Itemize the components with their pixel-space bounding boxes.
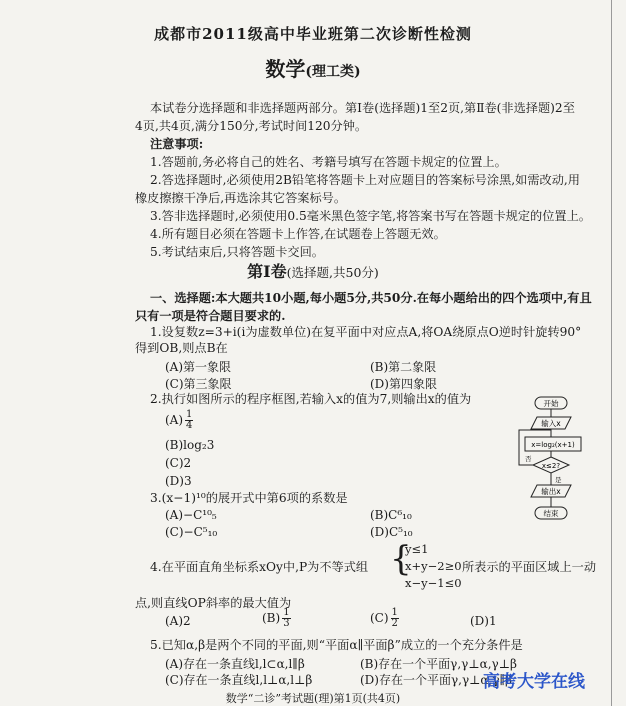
q1-option-a: (A)第一象限 [165,360,232,374]
q4-option-a: (A)2 [165,614,191,628]
q5-option-b: (B)存在一个平面γ,γ⊥α,γ⊥β [360,657,517,671]
note-item: 3.答非选择题时,必须使用0.5毫米黑色签字笔,将答案书写在答题卡规定的位置上。 [150,209,591,223]
q2-option-c: (C)2 [165,456,192,470]
section-subtitle: (选择题,共50分) [286,265,379,280]
section-name: 第Ⅰ卷 [247,262,287,281]
q3-stem: 3.(x−1)¹⁰的展开式中第6项的系数是 [150,491,348,505]
q4-ineq-3: x−y−1≤0 [405,576,462,590]
flow-decision-text: x≤2? [541,462,561,470]
q4-c-num: 1 [391,607,398,618]
flowchart [505,395,600,530]
page-footer: 数学“二诊”考试题(理)第1页(共4页) [225,692,401,705]
part1-line-1: 一、选择题:本大题共10小题,每小题5分,共50分.在每小题给出的四个选项中,有且 [150,291,592,305]
q5-option-a: (A)存在一条直线l,l⊂α,l∥β [165,657,305,671]
q1-option-b: (B)第二象限 [370,360,437,374]
q4-b-fraction [282,608,290,629]
part1-line-2: 只有一项是符合题目要求的. [135,309,286,323]
flow-start-text: 开始 [543,399,559,408]
note-item: 1.答题前,务必将自己的姓名、考籍号填写在答题卡规定的位置上。 [150,155,507,169]
intro-line-2: 4页,共4页,满分150分,考试时间120分钟。 [135,119,368,133]
q1-option-c: (C)第三象限 [165,377,232,391]
q4-b-den: 3 [283,618,290,629]
flow-end-text: 结束 [543,509,559,518]
q4-stem-2: 点,则直线OP斜率的最大值为 [135,596,292,610]
q1-stem-2: 得到OB,则点B在 [135,341,228,355]
note-item: 2.答选择题时,必须使用2B铅笔将答题卡上对应题目的答案标号涂黑,如需改动,用 [150,173,580,187]
intro-line-1: 本试卷分选择题和非选择题两部分。第Ⅰ卷(选择题)1至2页,第Ⅱ卷(非选择题)2至 [150,101,575,115]
note-item: 5.考试结束后,只将答题卡交回。 [150,245,324,259]
flow-yes-label: 是 [555,476,562,484]
section-title [0,264,626,280]
q4-option-c [370,608,401,629]
q3-option-d: (D)C⁵₁₀ [370,525,413,539]
q5-option-d: (D)存在一个平面γ,γ⊥α,γ∥β [360,673,512,687]
flow-input-text: 输入x [541,419,561,428]
subject-type: (理工类) [305,64,361,80]
q2-a-label: (A) [165,413,184,427]
q2-stem: 2.执行如图所示的程序框图,若输入x的值为7,则输出x的值为 [150,392,472,406]
q2-a-fraction [185,410,193,431]
q1-option-d: (D)第四象限 [370,377,437,391]
q4-c-fraction [391,608,399,629]
q5-option-c: (C)存在一条直线l,l⊥α,l⊥β [165,673,313,687]
flow-no-label: 否 [525,455,532,463]
q4-c-den: 2 [391,618,398,629]
q4-c-label: (C) [370,611,389,625]
q4-stem-post: 所表示的平面区域上一动 [462,560,597,574]
q4-stem: 4.在平面直角坐标系xOy中,P为不等式组 [150,560,369,574]
note-item: 橡皮擦擦干净后,再选涂其它答案标号。 [135,191,347,205]
q4-ineq-2: x+y−2≥0 [405,559,462,573]
q4-b-num: 1 [283,607,290,618]
q3-option-a: (A)−C¹⁰₅ [165,508,217,522]
q2-option-b: (B)log₂3 [165,438,215,452]
q1-stem: 1.设复数z=3+i(i为虚数单位)在复平面中对应点A,将OA绕原点O逆时针旋转90° [150,325,582,339]
note-item: 4.所有题目必须在答题卡上作答,在试题卷上答题无效。 [150,227,446,241]
watermark: 高考大学在线 [483,672,585,692]
q3-option-b: (B)C⁶₁₀ [370,508,412,522]
exam-title: 成都市2011级高中毕业班第二次诊断性检测 [154,25,472,43]
flow-output-text: 输出x [541,487,561,496]
q4-option-b [262,608,293,629]
notes-heading: 注意事项: [150,137,204,151]
flow-process-text: x=log₂(x+1) [531,441,575,449]
scan-edge [611,0,612,706]
exam-subject [0,57,626,81]
q2-a-num: 1 [186,409,193,420]
q4-brace: { [390,539,412,579]
q4-b-label: (B) [262,611,281,625]
q4-option-d: (D)1 [470,614,497,628]
q4-ineq-1: y≤1 [405,542,429,556]
q5-stem: 5.已知α,β是两个不同的平面,则“平面α∥平面β”成立的一个充分条件是 [150,638,523,652]
q3-option-c: (C)−C⁵₁₀ [165,525,218,539]
q2-option-a [165,410,195,431]
subject-name: 数学 [265,57,306,81]
q2-a-den: 4 [186,420,193,431]
q2-option-d: (D)3 [165,474,192,488]
